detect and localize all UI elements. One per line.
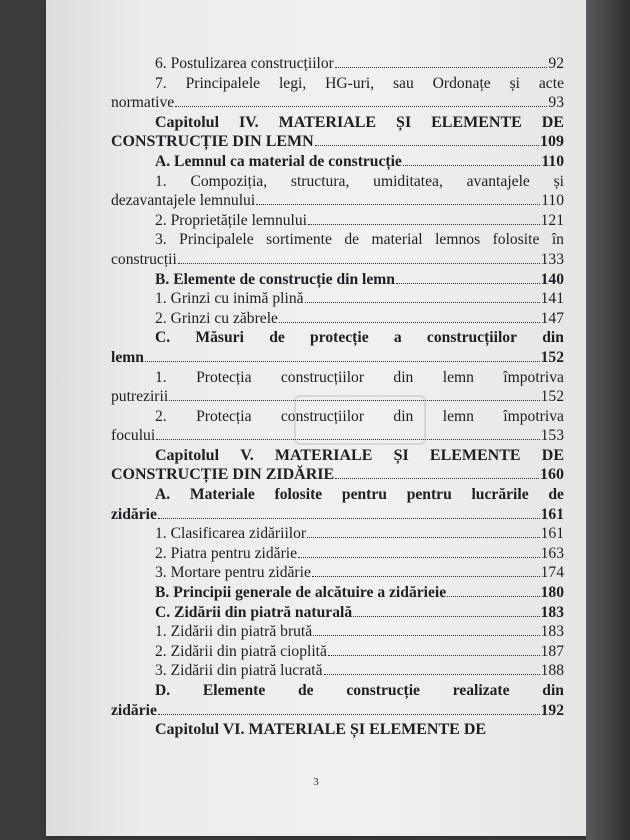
toc-word: construcțiilor xyxy=(280,407,365,425)
toc-page-number: 121 xyxy=(540,211,564,229)
toc-leader-row xyxy=(111,524,564,544)
toc-word: lemn xyxy=(442,368,474,386)
toc-word: DE xyxy=(541,446,564,464)
dot-leader xyxy=(305,302,540,303)
watermark-logo xyxy=(294,395,426,445)
toc-entry-text: 2. Piatra pentru zidărie xyxy=(155,544,298,562)
toc-word: DE xyxy=(541,113,564,131)
toc-entry xyxy=(111,563,564,583)
toc-line xyxy=(111,113,564,133)
toc-page-number: 141 xyxy=(540,290,564,308)
toc-word: realizate xyxy=(452,682,510,699)
toc-entry xyxy=(111,446,564,485)
toc-word: folosite xyxy=(492,231,540,249)
toc-word: acte xyxy=(538,74,564,92)
toc-word: 1. xyxy=(155,172,167,190)
dot-leader xyxy=(353,616,539,617)
toc-word: construcțiilor xyxy=(280,368,365,386)
toc-word: ȘI xyxy=(396,113,412,131)
toc-word: 7. xyxy=(155,74,167,92)
toc-page-number: 92 xyxy=(548,55,564,72)
toc-page-number: 188 xyxy=(540,662,564,680)
toc-leader-row xyxy=(111,603,564,623)
dot-leader xyxy=(403,165,541,166)
toc-leader-row xyxy=(111,661,564,681)
dot-leader xyxy=(335,478,539,479)
toc-entry xyxy=(111,172,564,211)
toc-page-number: 180 xyxy=(540,584,564,602)
toc-entry-text: construcții xyxy=(111,250,177,268)
toc-entry xyxy=(111,289,564,309)
toc-entry-text: 3. Zidării din piatră lucrată xyxy=(155,662,323,680)
dot-leader xyxy=(145,361,540,362)
toc-entry xyxy=(111,211,564,231)
toc-entry-text: 1. Zidării din piatră brută xyxy=(155,623,313,641)
toc-line xyxy=(111,230,564,250)
toc-word: ELEMENTE xyxy=(431,113,522,131)
toc-entry-text: dezavantajele lemnului xyxy=(111,192,256,210)
dot-leader xyxy=(158,714,540,715)
toc-entry xyxy=(111,603,564,623)
toc-line xyxy=(111,720,564,740)
toc-leader-row xyxy=(111,622,564,642)
toc-entry xyxy=(111,681,564,720)
toc-word: MATERIALE xyxy=(274,446,373,464)
toc-word: Protecția xyxy=(196,368,252,386)
toc-word: din xyxy=(542,682,564,699)
toc-word: A. xyxy=(155,486,171,504)
dot-leader xyxy=(315,145,539,146)
dot-leader xyxy=(308,224,540,225)
toc-leader-row xyxy=(111,270,564,290)
toc-word: Principalele xyxy=(179,231,254,249)
toc-page-number: 133 xyxy=(540,250,564,268)
toc-word: Principalele xyxy=(185,74,261,92)
toc-word: IV. xyxy=(238,113,259,131)
toc-page-number: 152 xyxy=(540,388,564,406)
toc-entry-text: CONSTRUCȚIE DIN LEMN xyxy=(111,133,314,151)
toc-entry-text: 1. Clasificarea zidăriilor xyxy=(155,525,307,543)
toc-leader-row xyxy=(111,563,564,583)
toc-word: și xyxy=(509,74,520,92)
toc-entry xyxy=(111,485,564,524)
dot-leader xyxy=(307,537,540,538)
toc-leader-row xyxy=(111,465,564,485)
toc-entry xyxy=(111,720,564,740)
toc-line xyxy=(111,681,564,701)
toc-page-number: 147 xyxy=(540,309,564,327)
toc-line xyxy=(111,74,564,94)
toc-entry-text: 3. Mortare pentru zidărie xyxy=(155,564,311,582)
toc-word: MATERIALE xyxy=(278,113,377,131)
toc-line xyxy=(111,328,564,348)
toc-page-number: 183 xyxy=(540,623,564,641)
toc-word: de xyxy=(269,329,285,347)
toc-leader-row xyxy=(111,191,564,211)
toc-word: Măsuri xyxy=(195,329,244,347)
toc-word: ELEMENTE xyxy=(429,446,521,464)
toc-entry xyxy=(111,328,564,367)
toc-line xyxy=(111,446,564,466)
toc-leader-row xyxy=(111,250,564,270)
toc-leader-row xyxy=(111,505,564,525)
dot-leader xyxy=(324,674,540,675)
dot-leader xyxy=(178,263,540,264)
toc-word: C. xyxy=(155,329,171,347)
toc-page-number: 93 xyxy=(548,94,564,112)
toc-page-number: 109 xyxy=(540,133,564,151)
book-page xyxy=(46,0,586,836)
toc-page-number: 183 xyxy=(540,603,564,621)
toc-word: 3. xyxy=(155,231,167,249)
toc-entry-text: putrezirii xyxy=(111,388,169,406)
toc-entry xyxy=(111,583,564,603)
toc-word: construcție xyxy=(346,682,420,699)
toc-entry xyxy=(111,230,564,269)
toc-leader-row xyxy=(111,348,564,368)
toc-word: pentru xyxy=(341,486,387,504)
toc-entry xyxy=(111,74,564,113)
toc-word: Capitolul xyxy=(155,446,220,464)
toc-page-number: 192 xyxy=(540,701,564,719)
toc-entry-text: A. Lemnul ca material de construcție xyxy=(155,152,402,170)
toc-leader-row xyxy=(111,642,564,662)
toc-entry xyxy=(111,309,564,329)
toc-entry xyxy=(111,622,564,642)
toc-entry-text: 2. Zidării din piatră cioplită xyxy=(155,642,327,660)
toc-entry-text: normative xyxy=(111,94,175,112)
toc-word: lemnos xyxy=(435,231,481,249)
toc-entry-text: zidărie xyxy=(111,701,157,719)
toc-entry xyxy=(111,152,564,172)
toc-word: Ordonațe xyxy=(432,74,491,92)
book-edge xyxy=(586,0,630,840)
toc-entry xyxy=(111,524,564,544)
toc-word: D. xyxy=(155,682,171,699)
toc-leader-row xyxy=(111,93,564,113)
toc-entry-text: 2. Proprietățile lemnului xyxy=(155,211,308,229)
toc-entry xyxy=(111,270,564,290)
dot-leader xyxy=(396,283,540,284)
toc-leader-row xyxy=(111,701,564,721)
toc-word: sau xyxy=(392,74,414,92)
dot-leader xyxy=(328,655,540,656)
toc-word: de xyxy=(548,486,564,504)
toc-entry xyxy=(111,113,564,152)
toc-page-number: 110 xyxy=(541,152,564,170)
toc-word: din xyxy=(393,407,414,425)
toc-leader-row xyxy=(111,54,564,74)
toc-leader-row xyxy=(111,544,564,564)
toc-word: Capitolul xyxy=(155,113,220,131)
toc-entry-text: B. Elemente de construcție din lemn xyxy=(155,270,395,288)
toc-word: ȘI xyxy=(393,446,409,464)
toc-leader-row xyxy=(111,152,564,172)
toc-word: legi, xyxy=(278,74,307,92)
toc-word: Elemente xyxy=(202,682,266,699)
toc-word: V. xyxy=(240,446,254,464)
dot-leader xyxy=(158,518,540,519)
toc-page-number: 152 xyxy=(540,348,564,366)
toc-word: din xyxy=(542,329,564,347)
toc-word: în xyxy=(551,231,564,249)
dot-leader xyxy=(298,557,540,558)
toc-word: de xyxy=(298,682,314,699)
toc-entry-text: C. Zidării din piatră naturală xyxy=(155,603,353,621)
toc-page-number: 174 xyxy=(540,564,564,582)
toc-word: împotriva xyxy=(503,368,564,386)
toc-word: protecție xyxy=(310,329,369,347)
toc-word: Protecția xyxy=(196,407,252,425)
toc-word: Compoziția, xyxy=(190,172,268,190)
toc-word: împotriva xyxy=(503,407,564,425)
toc-entry-text: lemn xyxy=(111,348,144,366)
toc-word: material xyxy=(371,231,423,249)
toc-line xyxy=(111,485,564,505)
dot-leader xyxy=(256,204,540,205)
toc-word: pentru xyxy=(406,486,452,504)
page-number: 3 xyxy=(313,776,319,788)
dot-leader xyxy=(335,67,548,68)
toc-page-number: 110 xyxy=(541,192,564,210)
toc-word: lucrările xyxy=(471,486,529,504)
toc-entry-text: 1. Grinzi cu inimă plină xyxy=(155,290,304,308)
toc-page-number: 140 xyxy=(540,270,564,288)
toc-word: avantajele xyxy=(466,172,530,190)
toc-leader-row xyxy=(111,309,564,329)
toc-leader-row xyxy=(111,211,564,231)
dot-leader xyxy=(447,596,539,597)
toc-page-number: 161 xyxy=(540,525,564,543)
toc-word: structura, xyxy=(290,172,350,190)
toc-entry-text: 6. Postulizarea construcțiilor xyxy=(155,55,334,72)
toc-word: a xyxy=(393,329,402,347)
toc-word: sortimente xyxy=(266,231,332,249)
toc-word: de xyxy=(344,231,360,249)
toc-page-number: 160 xyxy=(540,466,564,484)
dot-leader xyxy=(279,322,540,323)
toc-entry-text: Capitolul VI. MATERIALE ȘI ELEMENTE DE xyxy=(155,721,487,739)
toc-word: construcțiilor xyxy=(426,329,517,347)
toc-entry-text: CONSTRUCȚIE DIN ZIDĂRIE xyxy=(111,466,335,484)
toc-word: din xyxy=(393,368,414,386)
toc-entry-text: 2. Grinzi cu zăbrele xyxy=(155,309,278,327)
dot-leader xyxy=(313,635,539,636)
toc-leader-row xyxy=(111,132,564,152)
dot-leader xyxy=(312,576,540,577)
toc-word: lemn xyxy=(442,407,474,425)
toc-entry-text: B. Principii generale de alcătuire a zidărieie xyxy=(155,584,447,602)
toc-page-number: 153 xyxy=(540,427,564,445)
toc-word: Materiale xyxy=(189,486,255,504)
toc-leader-row xyxy=(111,289,564,309)
toc-word: folosite xyxy=(274,486,323,504)
toc-line xyxy=(111,172,564,192)
toc-line xyxy=(111,368,564,388)
toc-entry xyxy=(111,54,564,74)
toc-entry xyxy=(111,642,564,662)
toc-entry xyxy=(111,661,564,681)
toc-word: 1. xyxy=(155,368,167,386)
toc-page-number: 161 xyxy=(540,505,564,523)
toc-word: 2. xyxy=(155,407,167,425)
toc-word: umiditatea, xyxy=(373,172,443,190)
dot-leader xyxy=(175,106,547,107)
toc-entry-text: zidărie xyxy=(111,505,157,523)
toc-entry xyxy=(111,544,564,564)
toc-entry-text: focului xyxy=(111,427,156,445)
toc-page-number: 187 xyxy=(540,642,564,660)
toc-page-number: 163 xyxy=(540,544,564,562)
toc-word: și xyxy=(553,172,564,190)
toc-word: HG-uri, xyxy=(325,74,375,92)
toc-leader-row xyxy=(111,583,564,603)
